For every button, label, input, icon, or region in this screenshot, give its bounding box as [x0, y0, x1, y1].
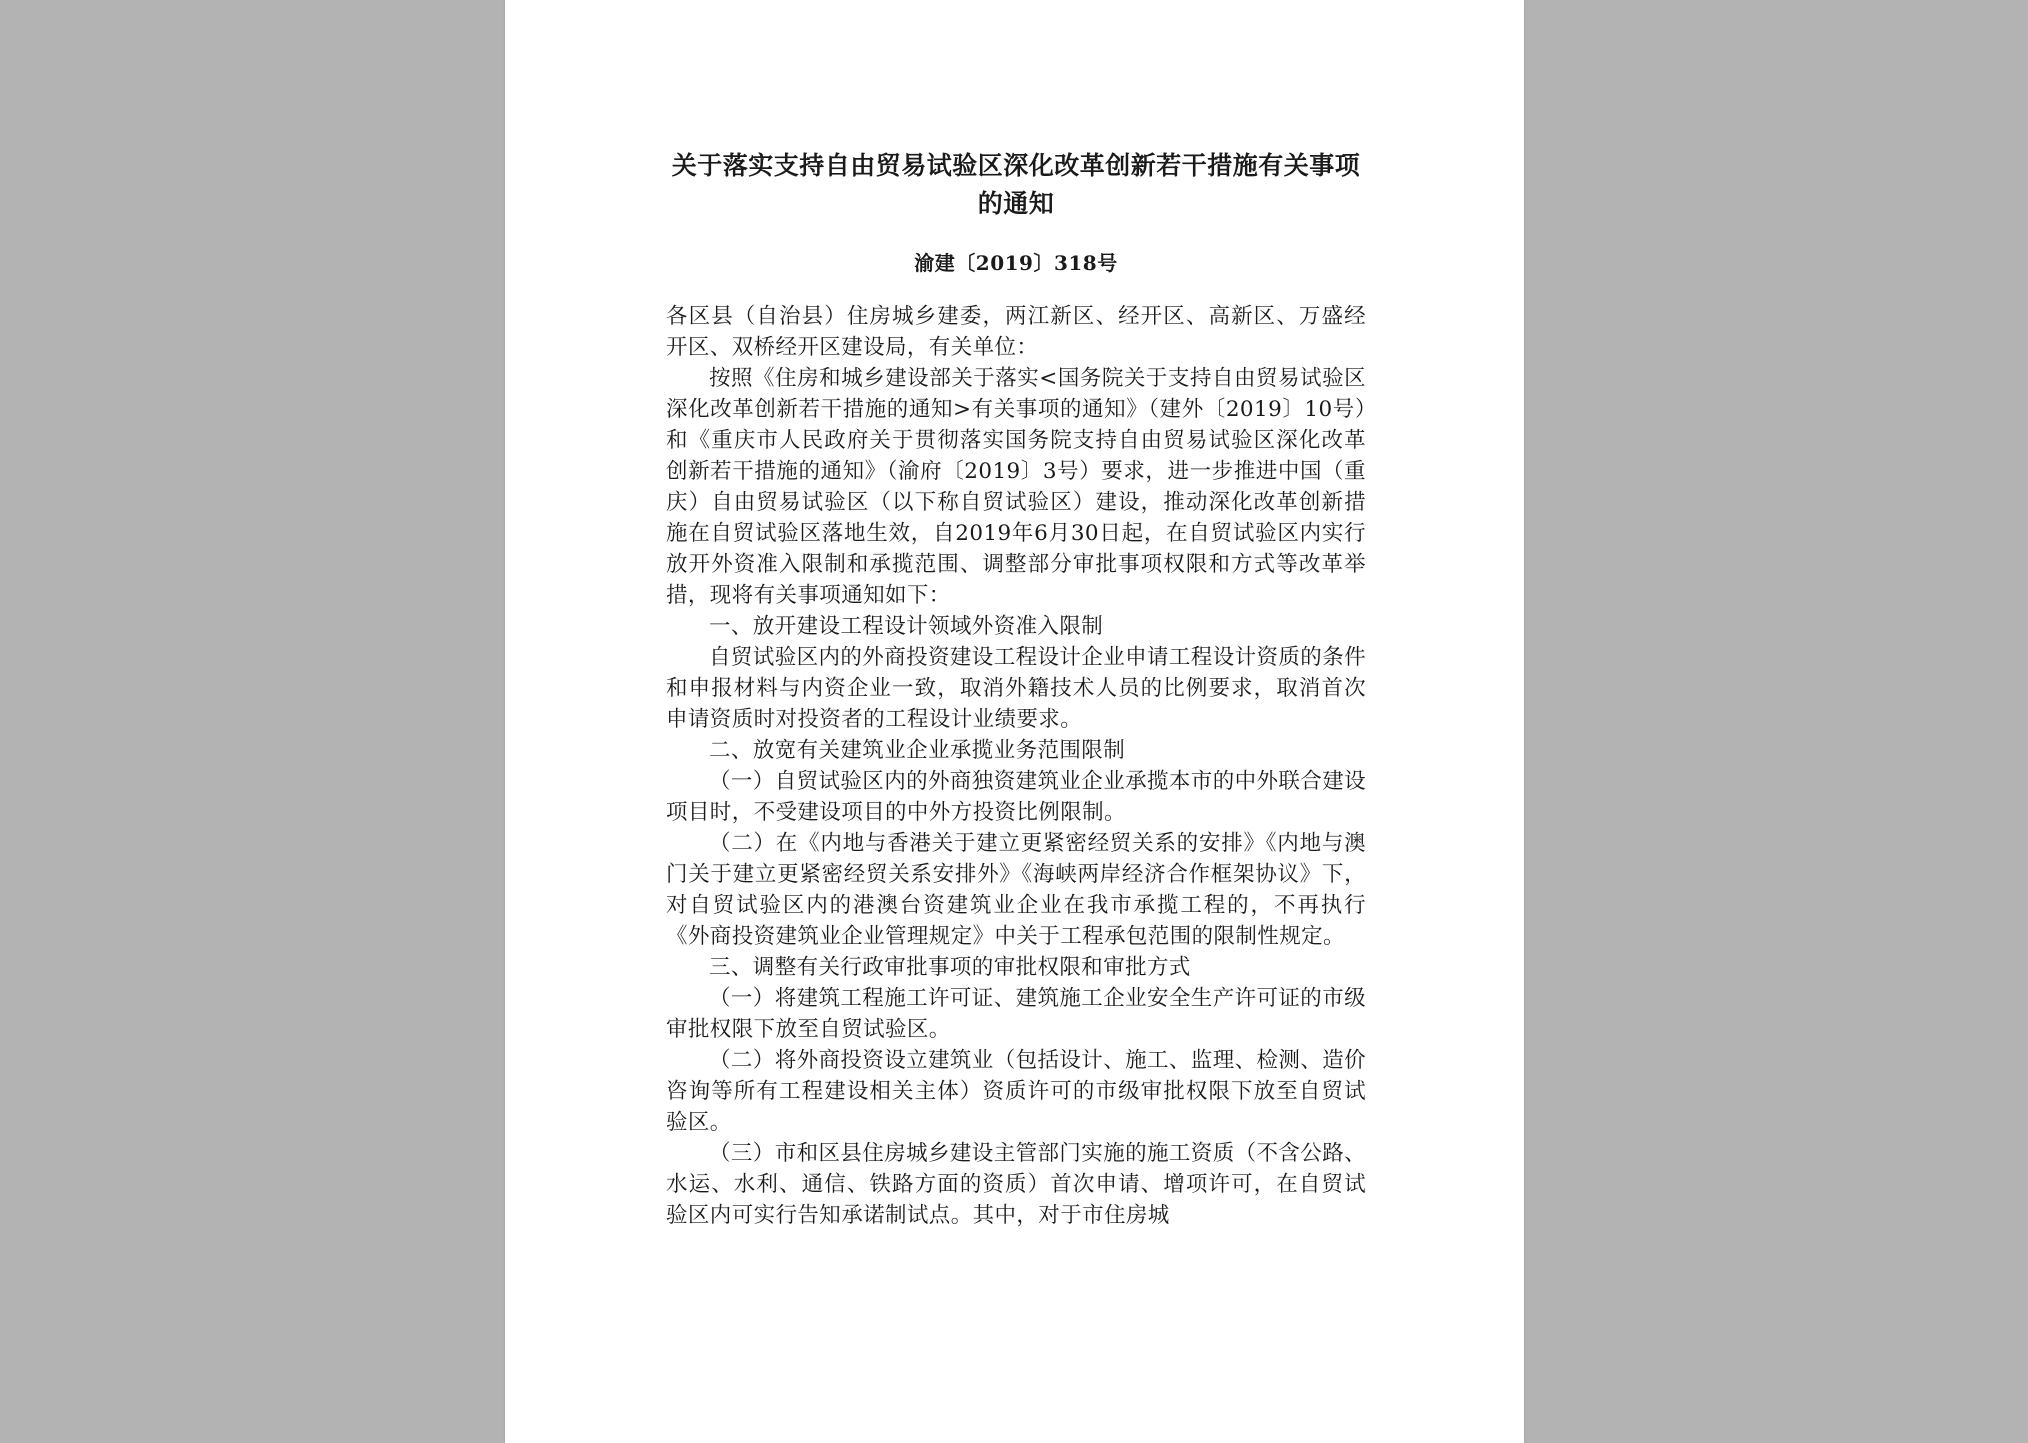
paragraph: 自贸试验区内的外商投资建设工程设计企业申请工程设计资质的条件和申报材料与内资企业一致，取消外籍技术人员的比例要求，取消首次申请资质时对投资者的工程设计业绩要求。 [666, 645, 1367, 732]
section-heading-1: 一、放开建设工程设计领域外资准入限制 [709, 614, 1104, 639]
section-heading-3: 三、调整有关行政审批事项的审批权限和审批方式 [709, 955, 1191, 980]
document-body [666, 301, 1366, 1231]
document-page [505, 0, 1524, 1443]
paragraph: （二）将外商投资设立建筑业（包括设计、施工、监理、检测、造价咨询等所有工程建设相关主体）资质许可的市级审批权限下放至自贸试验区。 [666, 1048, 1367, 1135]
paragraph: （二）在《内地与香港关于建立更紧密经贸关系的安排》《内地与澳门关于建立更紧密经贸关系安排外》《海峡两岸经济合作框架协议》下，对自贸试验区内的港澳台资建筑业企业在我市承揽工程的，不再执行《外商投资建筑业企业管理规定》中关于工程承包范围的限制性规定。 [666, 831, 1366, 949]
paragraph: （一）自贸试验区内的外商独资建筑业企业承揽本市的中外联合建设项目时，不受建设项目的中外方投资比例限制。 [666, 769, 1367, 825]
page-content [666, 147, 1366, 1231]
section-heading-2: 二、放宽有关建筑业企业承揽业务范围限制 [709, 738, 1126, 763]
paragraph-intro: 按照《住房和城乡建设部关于落实<国务院关于支持自由贸易试验区深化改革创新若干措施的通知>有关事项的通知》（建外〔2019〕10号）和《重庆市人民政府关于贯彻落实国务院支持自由贸易试验区深化改革创新若干措施的通知》（渝府〔2019〕3号）要求，进一步推进中国（重庆）自由贸易试验区（以下称自贸试验区）建设，推动深化改革创新措施在自贸试验区落地生效，自2019年6月30日起，在自贸试验区内实行放开外资准入限制和承揽范围、调整部分审批事项权限和方式等改革举措，现将有关事项通知如下： [666, 366, 1366, 608]
paragraph: （三）市和区县住房城乡建设主管部门实施的施工资质（不含公路、水运、水利、通信、铁路方面的资质）首次申请、增项许可，在自贸试验区内可实行告知承诺制试点。其中，对于市住房城 [666, 1141, 1367, 1228]
document-title: 关于落实支持自由贸易试验区深化改革创新若干措施有关事项的通知 [671, 151, 1361, 218]
salutation: 各区县（自治县）住房城乡建委，两江新区、经开区、高新区、万盛经开区、双桥经开区建设局，有关单位： [666, 304, 1366, 360]
paragraph: （一）将建筑工程施工许可证、建筑施工企业安全生产许可证的市级审批权限下放至自贸试验区。 [666, 986, 1367, 1042]
document-number: 渝建〔2019〕318号 [914, 251, 1118, 275]
